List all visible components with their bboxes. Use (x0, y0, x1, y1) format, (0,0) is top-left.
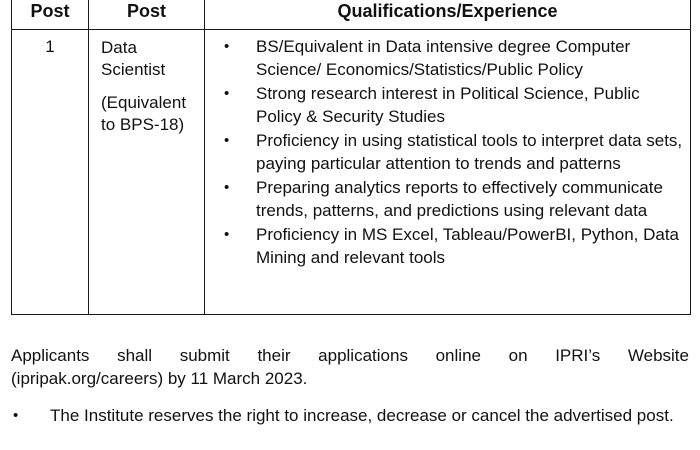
list-item (205, 83, 690, 128)
qualification-text: Preparing analytics reports to effectively communicate trends, patterns, and predictions using relevant data (256, 178, 663, 220)
application-instructions (11, 345, 689, 390)
header-post: Post (89, 0, 205, 30)
header-serial: Post (12, 0, 89, 30)
qualifications-list (205, 36, 690, 269)
bullet-icon: • (224, 38, 230, 55)
qualification-text: Proficiency in using statistical tools to interpret data sets, paying particular attention to trends and patterns (256, 131, 683, 173)
bullet-icon: • (13, 407, 19, 424)
note-item (11, 405, 689, 428)
list-item (205, 130, 690, 175)
table-header-row (12, 0, 691, 30)
header-qualifications: Qualifications/Experience (205, 0, 691, 30)
positions-table (11, 0, 691, 315)
instructions-line-2: (ipripak.org/careers) by 11 March 2023. (11, 368, 308, 388)
table-row (12, 30, 691, 315)
bullet-icon: • (224, 179, 230, 196)
post-title: Data Scientist (101, 38, 166, 79)
list-item (205, 224, 690, 269)
instructions-line-1: Applicants shall submit their applications online on IPRI’s Website (11, 346, 689, 365)
row-qualifications-cell (205, 30, 691, 315)
list-item (205, 36, 690, 81)
row-post-cell (89, 30, 205, 315)
note-text: The Institute reserves the right to increase, decrease or cancel the advertised post. (50, 406, 674, 425)
bullet-icon: • (224, 226, 230, 243)
bullet-icon: • (224, 132, 230, 149)
list-item (205, 177, 690, 222)
bullet-icon: • (224, 85, 230, 102)
qualification-text: BS/Equivalent in Data intensive degree Computer Science/ Economics/Statistics/Public Policy (256, 37, 631, 79)
qualification-text: Strong research interest in Political Science, Public Policy & Security Studies (256, 84, 640, 126)
row-serial: 1 (12, 30, 89, 315)
post-grade: (Equivalent to BPS-18) (101, 93, 187, 134)
qualification-text: Proficiency in MS Excel, Tableau/PowerBI, Python, Data Mining and relevant tools (256, 225, 679, 267)
